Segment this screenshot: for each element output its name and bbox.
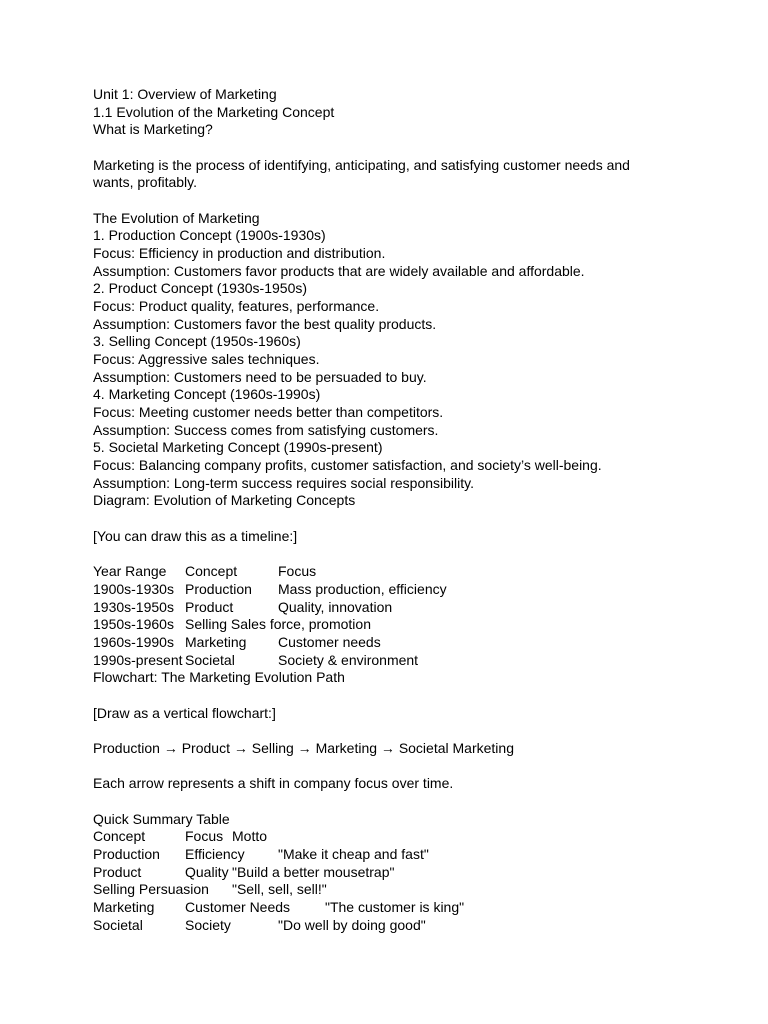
year-range-cell: 1900s-1930s: [93, 580, 174, 597]
concept-title: 4. Marketing Concept (1960s-1990s): [93, 386, 321, 403]
flowchart-path: [93, 740, 713, 758]
blank-line: [93, 722, 713, 740]
year-range-cell: 1930s-1950s: [93, 598, 174, 615]
column-header: Year Range: [93, 563, 167, 580]
flowchart-note: Each arrow represents a shift in company focus over time.: [93, 775, 454, 792]
document-body: [93, 86, 713, 934]
year-range-cell: 1990s-present: [93, 651, 183, 668]
timeline-row: [93, 599, 713, 617]
arrow-icon: →: [163, 739, 178, 756]
motto-cell: "The customer is king": [325, 898, 465, 915]
summary-header-row: [93, 828, 713, 846]
flow-step: Selling: [251, 739, 294, 756]
timeline-header-row: [93, 563, 713, 581]
blank-line: [93, 687, 713, 705]
concept-cell: Production: [93, 845, 160, 862]
blank-line: [93, 758, 713, 776]
definition-paragraph: Marketing is the process of identifying, anticipating, and satisfying customer needs and wants, profitably.: [93, 156, 630, 191]
concept-cell: Selling: [93, 881, 136, 898]
column-header: Motto: [232, 828, 268, 845]
concept-title: 1. Production Concept (1900s-1930s): [93, 227, 326, 244]
summary-row: [93, 917, 713, 935]
arrow-icon: →: [297, 739, 312, 756]
focus-cell: Quality, innovation: [278, 598, 393, 615]
question-heading: What is Marketing?: [93, 121, 213, 138]
blank-line: [93, 139, 713, 157]
blank-line: [93, 192, 713, 210]
motto-cell: "Make it cheap and fast": [278, 845, 429, 862]
column-header: Focus: [278, 563, 317, 580]
concept-title: 5. Societal Marketing Concept (1990s-present): [93, 439, 383, 456]
concept-cell: Societal: [93, 916, 143, 933]
flow-step: Societal Marketing: [398, 739, 514, 756]
blank-line: [93, 510, 713, 528]
motto-cell: "Do well by doing good": [278, 916, 426, 933]
concept-cell: Marketing: [185, 633, 247, 650]
focus-cell: Society: [185, 916, 231, 933]
flowchart-heading: Flowchart: The Marketing Evolution Path: [93, 669, 345, 686]
motto-cell: "Build a better mousetrap": [232, 863, 395, 880]
concept-assumption: Assumption: Long-term success requires social responsibility.: [93, 474, 475, 491]
concept-focus-group: [185, 616, 371, 634]
flow-step: Product: [181, 739, 230, 756]
concept-title: 3. Selling Concept (1950s-1960s): [93, 333, 301, 350]
concept-cell: Production: [185, 580, 252, 597]
focus-cell: Efficiency: [185, 845, 245, 862]
concept-assumption: Assumption: Customers need to be persuaded to buy.: [93, 368, 427, 385]
focus-cell: Quality: [185, 863, 229, 880]
summary-row: [93, 881, 713, 899]
motto-cell: "Sell, sell, sell!": [232, 881, 327, 898]
year-range-cell: 1950s-1960s: [93, 616, 174, 633]
concept-cell: Selling: [185, 616, 228, 633]
concept-assumption: Assumption: Customers favor products that are widely available and affordable.: [93, 262, 585, 279]
column-header: Concept: [93, 828, 146, 845]
concept-assumption: Assumption: Success comes from satisfying customers.: [93, 421, 439, 438]
concept-assumption: Assumption: Customers favor the best quality products.: [93, 315, 437, 332]
column-header: Focus: [185, 828, 224, 845]
evolution-heading: The Evolution of Marketing: [93, 209, 260, 226]
concept-focus-group: [93, 881, 209, 899]
diagram-instruction: [You can draw this as a timeline:]: [93, 527, 298, 544]
focus-cell: Customer Needs: [185, 898, 291, 915]
concept-focus: Focus: Aggressive sales techniques.: [93, 351, 320, 368]
focus-cell: Sales force, promotion: [230, 616, 371, 633]
timeline-row: [93, 616, 713, 634]
flow-step: Production: [93, 739, 160, 756]
concept-cell: Marketing: [93, 898, 155, 915]
summary-row: [93, 846, 713, 864]
blank-line: [93, 793, 713, 811]
blank-line: [93, 546, 713, 564]
concept-cell: Product: [185, 598, 234, 615]
section-title: 1.1 Evolution of the Marketing Concept: [93, 103, 335, 120]
summary-row: [93, 899, 713, 917]
timeline-row: [93, 581, 713, 599]
focus-cell: Society & environment: [278, 651, 419, 668]
focus-cell: Persuasion: [138, 881, 209, 898]
diagram-heading: Diagram: Evolution of Marketing Concepts: [93, 492, 356, 509]
flow-step: Marketing: [315, 739, 378, 756]
arrow-icon: →: [233, 739, 248, 756]
concept-focus: Focus: Efficiency in production and distribution.: [93, 245, 386, 262]
arrow-icon: →: [380, 739, 395, 756]
flowchart-instruction: [Draw as a vertical flowchart:]: [93, 704, 276, 721]
focus-cell: Mass production, efficiency: [278, 580, 447, 597]
column-header: Concept: [185, 563, 238, 580]
concept-focus: Focus: Meeting customer needs better than competitors.: [93, 404, 444, 421]
concept-cell: Product: [93, 863, 142, 880]
focus-cell: Customer needs: [278, 633, 381, 650]
timeline-row: [93, 652, 713, 670]
concept-focus: Focus: Balancing company profits, customer satisfaction, and society’s well-being.: [93, 457, 602, 474]
unit-title: Unit 1: Overview of Marketing: [93, 86, 277, 102]
concept-focus: Focus: Product quality, features, performance.: [93, 298, 380, 315]
concept-cell: Societal: [185, 651, 235, 668]
summary-heading: Quick Summary Table: [93, 810, 230, 827]
summary-row: [93, 864, 713, 882]
year-range-cell: 1960s-1990s: [93, 633, 174, 650]
concept-title: 2. Product Concept (1930s-1950s): [93, 280, 308, 297]
timeline-row: [93, 634, 713, 652]
